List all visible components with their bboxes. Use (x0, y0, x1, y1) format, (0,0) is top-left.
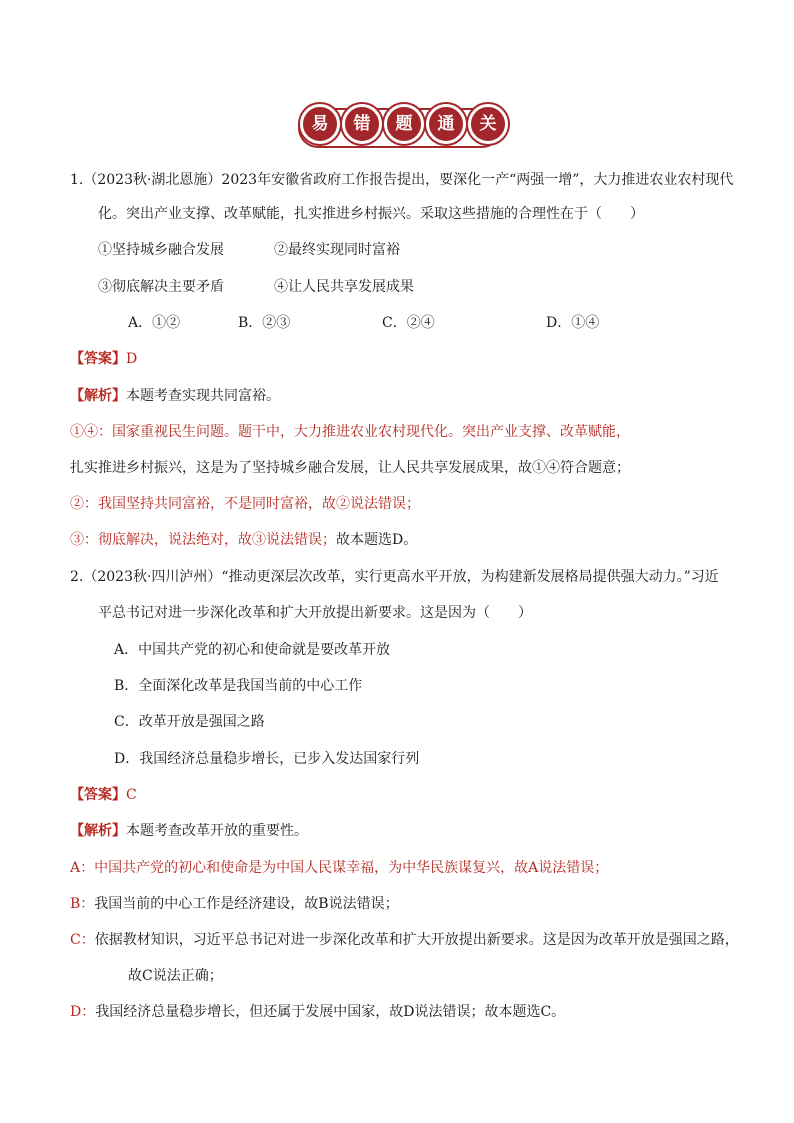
q2-stem: 平总书记对进一步深化改革和扩大开放提出新要求。这是因为（ ） (98, 605, 532, 621)
q2-answer (70, 785, 137, 805)
analysis-tag: 【解析】 (70, 823, 126, 839)
banner-char: 错 (342, 104, 382, 144)
analysis-text: 本题考查改革开放的重要性。 (126, 823, 308, 839)
q2-option-a: A．中国共产党的初心和使命就是要改革开放 (114, 642, 391, 658)
q2-option-b: B．全面深化改革是我国当前的中心工作 (114, 678, 363, 694)
answer-tag: 【答案】 (70, 787, 126, 803)
explanation-text: 依据教材知识，习近平总书记对进一步深化改革和扩大开放提出新要求。这是因为改革开放是强国之路， (94, 932, 739, 948)
q1-explanation: ②：我国坚持共同富裕，不是同时富裕，故②说法错误； (70, 496, 420, 512)
q2-stem: 2.（2023秋·四川泸州）“推动更深层次改革，实行更高水平开放，为构建新发展格局提供强大动力。”习近 (70, 569, 719, 585)
explanation-tag: C： (70, 932, 95, 948)
answer-tag: 【答案】 (70, 351, 126, 367)
banner-char: 易 (300, 104, 340, 144)
q1-option: ①坚持城乡融合发展 (98, 242, 224, 258)
explanation-tag: D： (70, 1004, 96, 1020)
q1-explanation: ①④：国家重视民生问题。题干中，大力推进农业农村现代化。突出产业支撑、改革赋能， (70, 424, 630, 440)
q1-analysis (70, 386, 280, 406)
q2-explanation-d (70, 1002, 565, 1022)
q1-choice-d: D．①④ (546, 315, 600, 331)
q1-explanation (70, 530, 417, 550)
q2-explanation-b (70, 894, 399, 914)
q1-choice-a: A．①② (128, 315, 181, 331)
explanation-tag: B： (70, 896, 95, 912)
explanation-tag: A： (70, 860, 95, 876)
q2-option-d: D．我国经济总量稳步增长，已步入发达国家行列 (114, 751, 420, 767)
banner-char: 题 (384, 104, 424, 144)
analysis-text: 本题考查实现共同富裕。 (126, 388, 280, 404)
explanation-text: 中国共产党的初心和使命是为中国人民谋幸福，为中华民族谋复兴，故A说法错误； (94, 860, 609, 876)
answer-value: D (126, 351, 138, 367)
q2-analysis (70, 821, 308, 841)
explanation-text: 我国当前的中心工作是经济建设，故B说法错误； (94, 896, 399, 912)
q2-option-c: C．改革开放是强国之路 (114, 714, 265, 730)
q1-answer (70, 349, 137, 369)
q1-stem: 化。突出产业支撑、改革赋能，扎实推进乡村振兴。采取这些措施的合理性在于（ ） (98, 206, 644, 222)
q2-explanation-a (70, 858, 608, 878)
q1-choice-c: C．②④ (382, 315, 435, 331)
q1-explanation: 扎实推进乡村振兴，这是为了坚持城乡融合发展，让人民共享发展成果，故①④符合题意； (70, 460, 630, 476)
q1-option: ②最终实现同时富裕 (274, 242, 400, 258)
q2-explanation-c (70, 930, 739, 950)
q2-explanation-c-cont: 故C说法正确； (128, 968, 223, 984)
q1-stem: 1.（2023秋·湖北恩施）2023年安徽省政府工作报告提出，要深化一产“两强一增”，大力推进农业农村现代 (70, 172, 734, 188)
q1-choice-b: B．②③ (238, 315, 291, 331)
section-banner (0, 104, 794, 148)
explanation-text: 我国经济总量稳步增长，但还属于发展中国家，故D说法错误；故本题选C。 (95, 1004, 566, 1020)
q1-option: ④让人民共享发展成果 (274, 279, 414, 295)
banner-char: 关 (468, 104, 508, 144)
banner-char: 通 (426, 104, 466, 144)
analysis-tag: 【解析】 (70, 388, 126, 404)
explanation-conclusion: 故本题选D。 (336, 532, 418, 548)
q1-option: ③彻底解决主要矛盾 (98, 279, 224, 295)
answer-value: C (126, 787, 137, 803)
explanation-red: ③：彻底解决，说法绝对，故③说法错误； (70, 532, 336, 548)
